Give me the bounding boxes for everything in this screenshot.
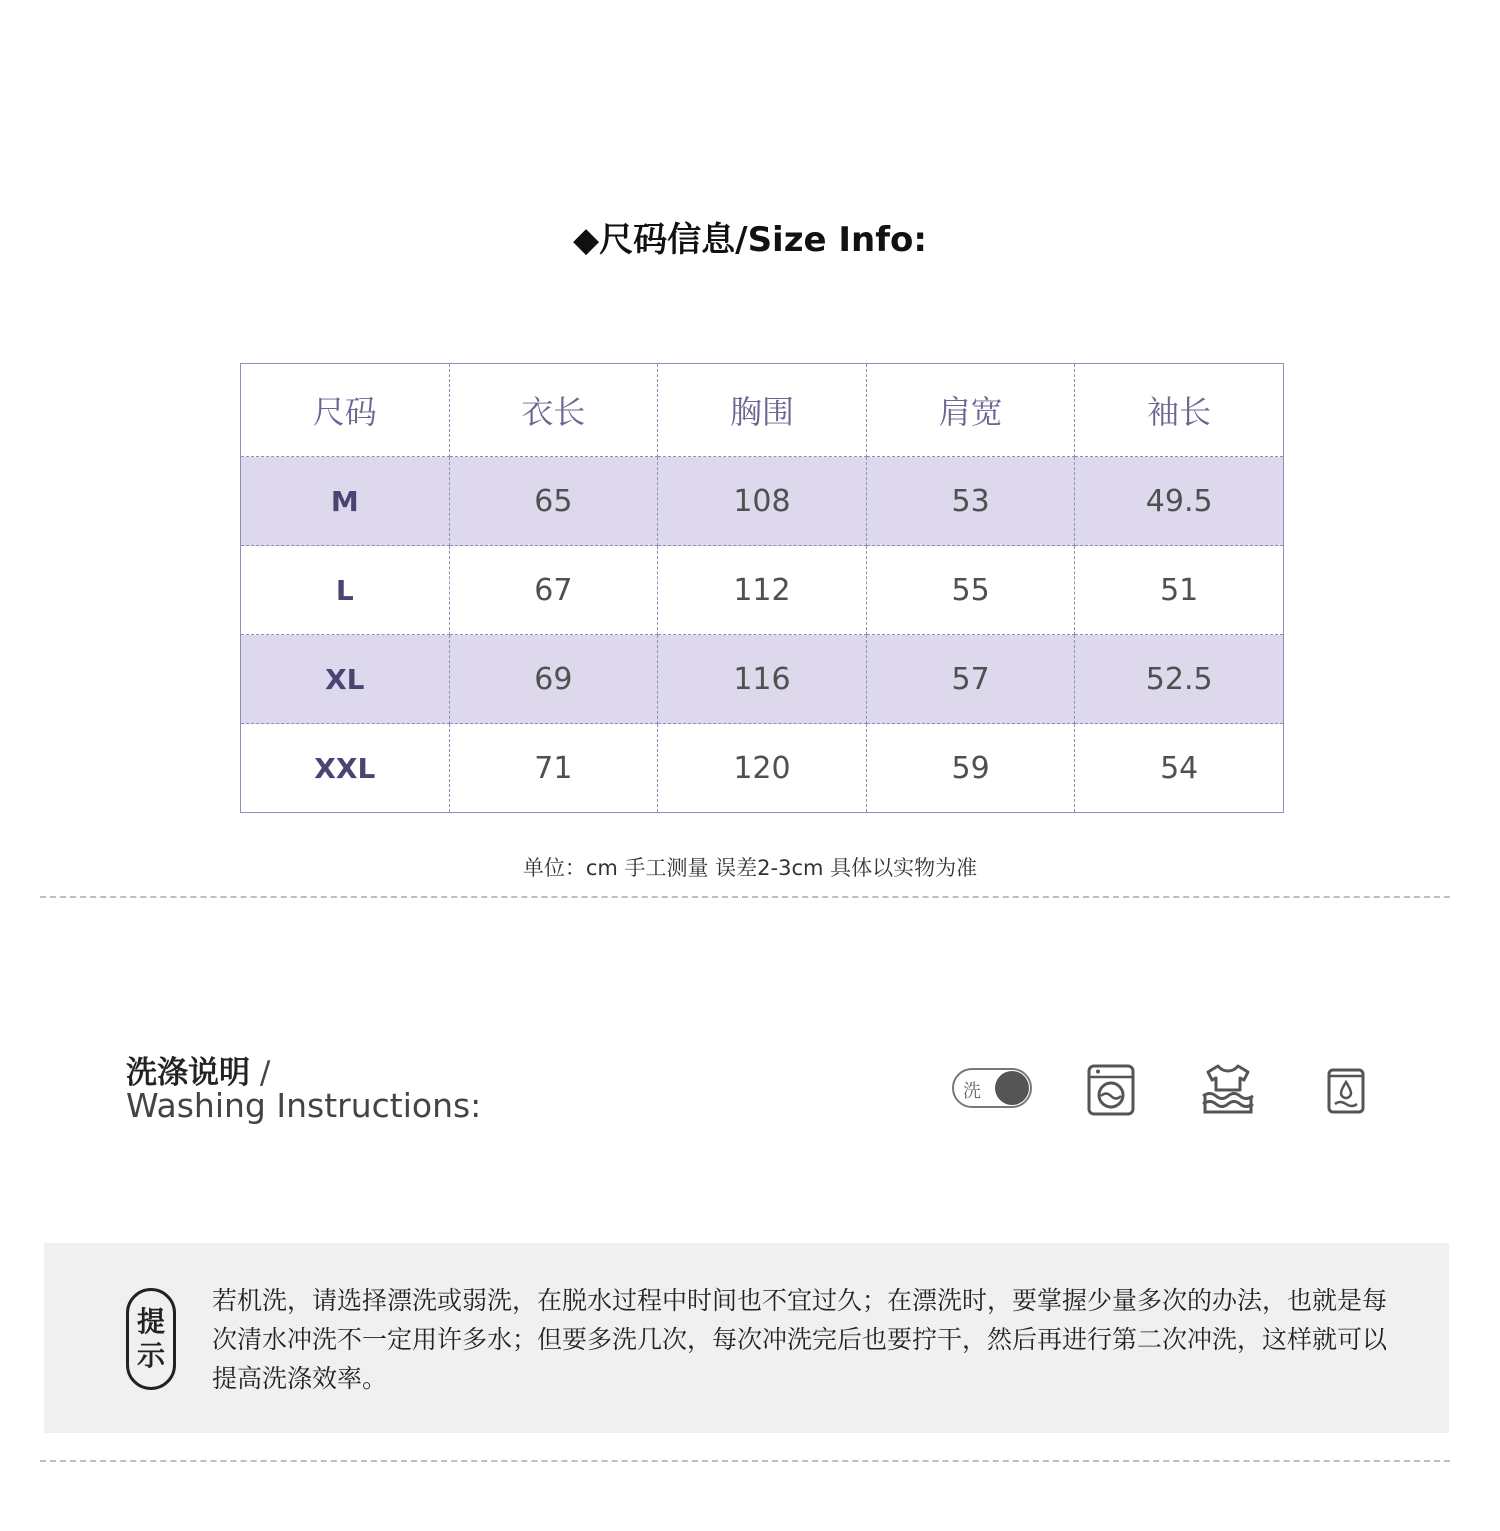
toggle-knob xyxy=(995,1071,1029,1105)
page-title: ◆尺码信息/Size Info: xyxy=(573,220,927,260)
header-cell: 尺码 xyxy=(241,364,450,457)
table-row xyxy=(241,546,1284,635)
header-cell: 衣长 xyxy=(449,364,658,457)
value-cell: 54 xyxy=(1075,724,1284,813)
header-cell: 胸围 xyxy=(658,364,867,457)
size-cell: L xyxy=(241,546,450,635)
size-cell: XL xyxy=(241,635,450,724)
washing-title-slash: / xyxy=(250,1055,271,1091)
hand-wash-shirt-icon xyxy=(1200,1060,1256,1116)
tip-text xyxy=(212,1281,1452,1398)
header-cell: 肩宽 xyxy=(866,364,1075,457)
washing-title-en: Washing Instructions: xyxy=(126,1086,482,1125)
header-cell: 袖长 xyxy=(1075,364,1284,457)
value-cell: 59 xyxy=(866,724,1075,813)
value-cell: 112 xyxy=(658,546,867,635)
value-cell: 53 xyxy=(866,457,1075,546)
value-cell: 67 xyxy=(449,546,658,635)
divider xyxy=(40,1460,1450,1462)
value-cell: 65 xyxy=(449,457,658,546)
washing-machine-icon xyxy=(1086,1063,1136,1117)
value-cell: 51 xyxy=(1075,546,1284,635)
value-cell: 52.5 xyxy=(1075,635,1284,724)
value-cell: 55 xyxy=(866,546,1075,635)
table-row xyxy=(241,457,1284,546)
tip-line: 提高洗涤效率。 xyxy=(212,1364,388,1393)
table-row xyxy=(241,635,1284,724)
size-cell: M xyxy=(241,457,450,546)
value-cell: 57 xyxy=(866,635,1075,724)
toggle-label: 洗 xyxy=(963,1081,981,1102)
unit-note: 单位：cm 手工测量 误差2-3cm 具体以实物为准 xyxy=(522,856,978,880)
tip-line: 次清水冲洗不一定用许多水；但要多洗几次，每次冲洗完后也要拧干，然后再进行第二次冲洗，这样就可以 xyxy=(212,1325,1388,1354)
tip-line: 若机洗，请选择漂洗或弱洗，在脱水过程中时间也不宜过久；在漂洗时，要掌握少量多次的办法，也就是每 xyxy=(212,1286,1388,1315)
washing-title-cn: 洗涤说明 xyxy=(126,1055,250,1091)
value-cell: 116 xyxy=(658,635,867,724)
size-table xyxy=(240,363,1284,813)
value-cell: 120 xyxy=(658,724,867,813)
value-cell: 71 xyxy=(449,724,658,813)
table-header-row xyxy=(241,364,1284,457)
size-cell: XXL xyxy=(241,724,450,813)
value-cell: 69 xyxy=(449,635,658,724)
tip-badge-char: 提 xyxy=(136,1305,165,1338)
tip-badge-char: 示 xyxy=(136,1339,165,1372)
value-cell: 108 xyxy=(658,457,867,546)
table-row xyxy=(241,724,1284,813)
water-container-icon xyxy=(1326,1064,1366,1116)
value-cell: 49.5 xyxy=(1075,457,1284,546)
divider xyxy=(40,896,1450,898)
wash-toggle-icon xyxy=(952,1068,1032,1108)
tip-badge xyxy=(126,1288,176,1390)
